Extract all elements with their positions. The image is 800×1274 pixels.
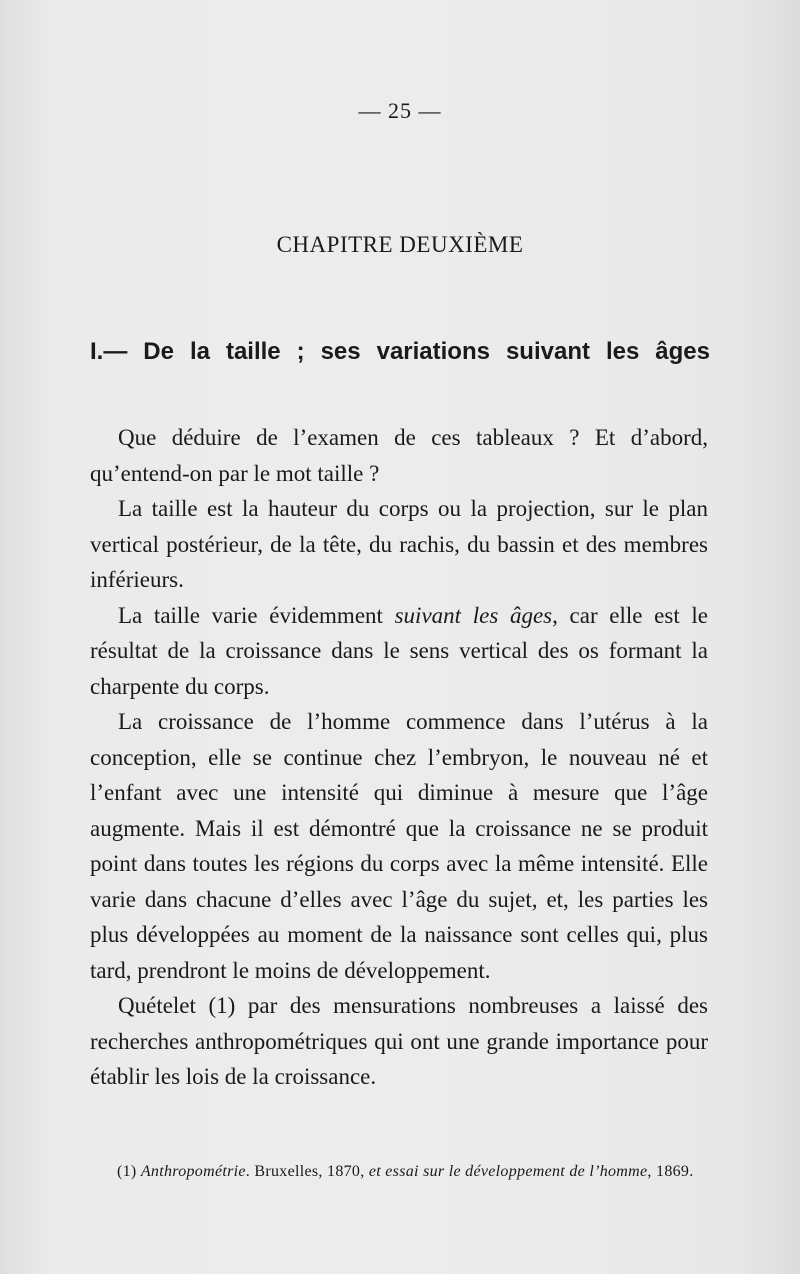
paragraph-4: La croissance de l’homme commence dans l’utérus à la conception, elle se continue chez l’embryon, le nouveau né et l’enfant avec une intensité qui diminue à mesure que l’âge augmente. Mais il est démontré que la croissance ne se produit point dans toutes les régions du corps avec la même intensité. Elle varie dans chacune d’elles avec l’âge du sujet, et, les parties les plus développées au moment de la naissance sont celles qui, plus tard, prendront le moins de développement. (90, 709, 708, 983)
footnote (117, 1161, 709, 1183)
paragraph-3 (90, 598, 708, 705)
paragraph-5: Quételet (1) par des mensurations nombreuses a laissé des recherches anthropométriques qui ont une grande importance pour établir les lois de la croissance. (90, 993, 708, 1089)
footnote-end: , 1869. (647, 1163, 694, 1180)
paragraph-2: La taille est la hauteur du corps ou la projection, sur le plan vertical postérieur, de la tête, du rachis, du bassin et des membres inférieurs. (90, 496, 708, 592)
section-heading: I.— De la taille ; ses variations suivant les âges (90, 338, 710, 365)
paragraph-3-text-start: La taille varie évidemment (118, 602, 395, 628)
page-number: — 25 — (358, 98, 442, 123)
paragraph-3-italic-phrase: suivant les âges (394, 602, 553, 628)
body-text (90, 420, 708, 1095)
chapter-title: CHAPITRE DEUXIÈME (276, 232, 524, 257)
footnote-marker: (1) (117, 1163, 141, 1180)
footnote-middle: . Bruxelles, 1870, (245, 1163, 369, 1180)
footnote-title: Anthropométrie (140, 1163, 246, 1180)
paragraph-1: Que déduire de l’examen de ces tableaux ? Et d’abord, qu’entend-on par le mot taille ? (90, 425, 708, 486)
footnote-italic-tail: et essai sur le développement de l’homme (368, 1163, 648, 1180)
paragraph-3-text-end: , car elle est le résultat de la croissance dans le sens vertical des os formant la charpente du corps. (90, 602, 709, 699)
